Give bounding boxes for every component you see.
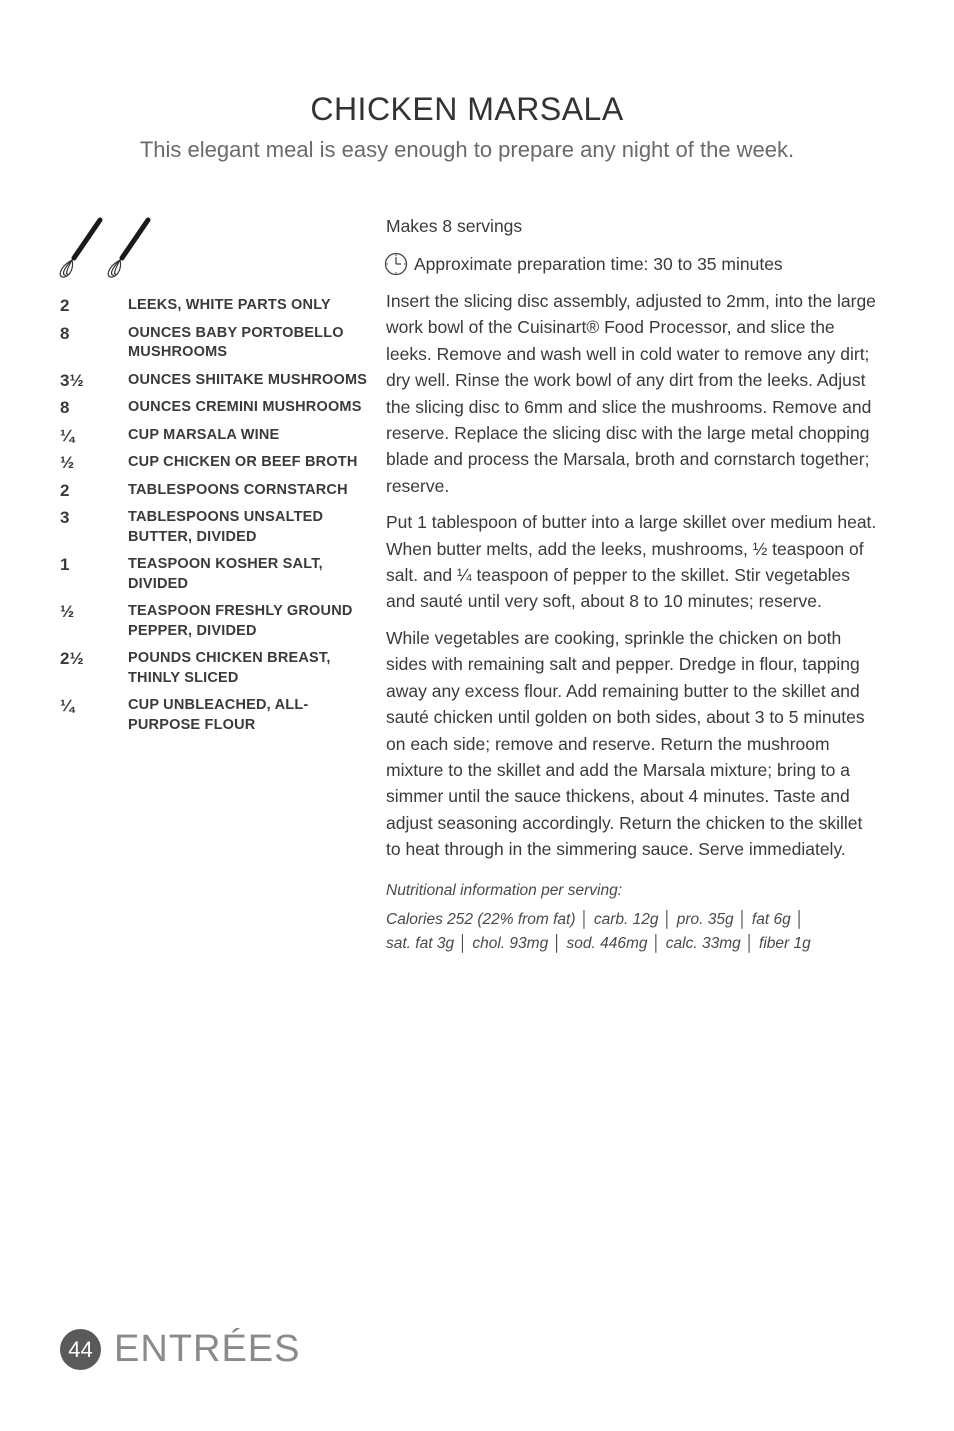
ingredient-qty: 8 (60, 323, 70, 343)
ingredient-item (60, 555, 370, 594)
ingredient-desc: CUP UNBLEACHED, ALL-PURPOSE FLOUR (128, 697, 309, 733)
ingredient-item (60, 508, 370, 547)
ingredient-desc: POUNDS CHICKEN BREAST, THINLY SLICED (128, 650, 331, 686)
section-title: ENTRÉES (114, 1328, 301, 1370)
prep-time-text: Approximate preparation time: 30 to 35 minutes (414, 254, 783, 274)
page-number: 44 (60, 1329, 101, 1370)
recipe-title: CHICKEN MARSALA (310, 91, 624, 128)
ingredient-qty: 2½ (60, 649, 84, 668)
ingredient-desc: LEEKS, WHITE PARTS ONLY (128, 297, 331, 313)
ingredient-item (60, 371, 370, 391)
recipe-body (386, 213, 878, 956)
ingredient-list (60, 296, 370, 743)
ingredient-desc: OUNCES BABY PORTOBELLO MUSHROOMS (128, 324, 344, 360)
ingredient-item (60, 398, 370, 418)
ingredient-qty: 1 (60, 555, 70, 574)
servings: Makes 8 servings (386, 216, 523, 236)
nutrition-label: Nutritional information per serving: (386, 881, 623, 899)
ingredient-item (60, 602, 370, 641)
ingredient-item (60, 296, 370, 316)
recipe-subtitle: This elegant meal is easy enough to prepare any night of the week. (139, 137, 795, 163)
clock-icon (384, 252, 408, 276)
ingredient-qty: ¼ (60, 425, 75, 445)
ingredient-item (60, 696, 370, 735)
nutrition-line: Calories 252 (22% from fat) │ carb. 12g │ pro. 35g │ fat 6g │ (386, 910, 805, 928)
ingredient-desc: TABLESPOONS CORNSTARCH (128, 481, 348, 498)
ingredient-qty: 2 (60, 480, 70, 500)
prep-time (386, 251, 878, 277)
whisk-icon (56, 214, 166, 280)
page-footer (60, 1328, 300, 1371)
nutrition-line: sat. fat 3g │ chol. 93mg │ sod. 446mg │ calc. 33mg │ fiber 1g (386, 934, 811, 952)
ingredient-qty: 3 (60, 508, 70, 527)
ingredient-desc: TABLESPOONS UNSALTED BUTTER, DIVIDED (128, 509, 324, 545)
ingredient-item (60, 481, 370, 501)
ingredient-desc: OUNCES SHIITAKE MUSHROOMS (128, 371, 368, 388)
ingredient-qty: 8 (60, 398, 70, 417)
ingredient-desc: OUNCES CREMINI MUSHROOMS (128, 399, 362, 415)
ingredient-qty: ½ (60, 602, 75, 621)
ingredient-desc: TEASPOON FRESHLY GROUND PEPPER, DIVIDED (128, 603, 353, 639)
ingredient-desc: CUP MARSALA WINE (128, 426, 280, 443)
instruction-paragraph: Put 1 tablespoon of butter into a large skillet over medium heat. When butter melts, add the leeks, mushrooms, ½ teaspoon of salt. and ¼ teaspoon of pepper to the skillet. Stir vegetables and sauté until very soft, about 8 to 10 minutes; reserve. (386, 512, 877, 612)
ingredient-desc: CUP CHICKEN OR BEEF BROTH (128, 454, 358, 470)
ingredient-qty: ½ (60, 453, 75, 472)
instruction-paragraph: While vegetables are cooking, sprinkle the chicken on both sides with remaining salt and pepper. Dredge in flour, tapping away any excess flour. Add remaining butter to the skillet and sauté chicken until golden on both sides, about 3 to 5 minutes on each side; remove and reserve. Return the mushroom mixture to the skillet and add the Marsala mixture; bring to a simmer until the sauce thickens, about 4 minutes. Taste and adjust seasoning accordingly. Return the chicken to the skillet to heat through in the simmering sauce. Serve immediately. (386, 627, 865, 860)
ingredient-item (60, 426, 370, 446)
ingredient-qty: ¼ (60, 696, 75, 715)
ingredient-desc: TEASPOON KOSHER SALT, DIVIDED (128, 556, 323, 592)
ingredient-item (60, 324, 370, 363)
ingredient-item (60, 649, 370, 688)
ingredient-item (60, 453, 370, 473)
instruction-paragraph: Insert the slicing disc assembly, adjusted to 2mm, into the large work bowl of the Cuisinart® Food Processor, and slice the leeks. Remove and wash well in cold water to remove any dirt; dry well. Rinse the work bowl of any dirt from the leeks. Adjust the slicing disc to 6mm and slice the mushrooms. Remove and reserve. Replace the slicing disc with the large metal chopping blade and process the Marsala, broth and cornstarch together; reserve. (386, 291, 876, 496)
ingredient-qty: 2 (60, 296, 70, 315)
nutrition-facts (386, 908, 878, 956)
ingredient-qty: 3½ (60, 370, 84, 390)
